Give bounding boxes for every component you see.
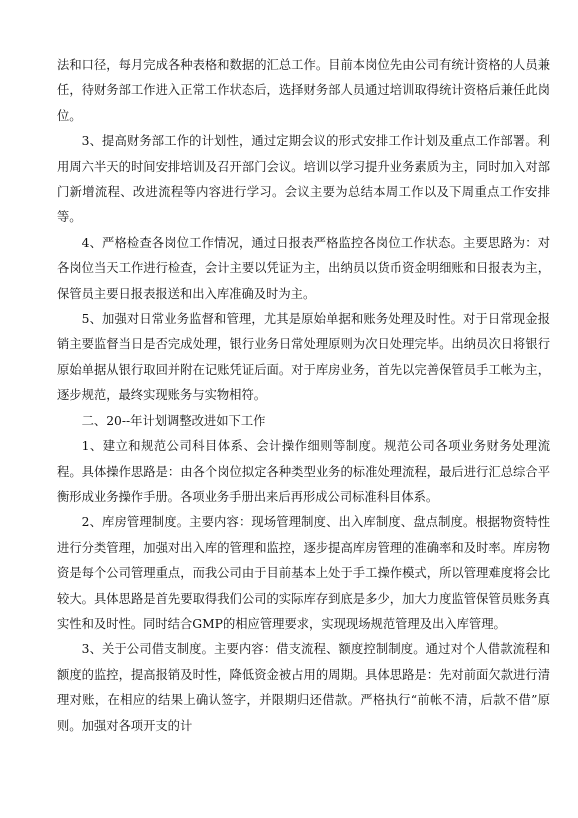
paragraph-work-planning: 3、提高财务部工作的计划性，通过定期会议的形式安排工作计划及重点工作部署。利用周六半天的时间安排培训及召开部门会议。培训以学习提升业务素质为主，同时加入对部门新增流程、改进流程等内容进行学习。会议主要为总结本周工作以及下周重点工作安排等。 [57,134,550,225]
paragraph-borrowing-policy: 3、关于公司借支制度。主要内容：借支流程、额度控制制度。通过对个人借款流程和额度的监控，提高报销及时性，降低资金被占用的周期。具体思路是：先对前面欠款进行清理对账，在相应的结果上确认签字，并限期归还借款。严格执行“前帐不清，后款不借”原则。加强对各项开支的计 [57,642,550,733]
paragraph-account-system: 1、建立和规范公司科目体系、会计操作细则等制度。规范公司各项业务财务处理流程。具体操作思路是：由各个岗位拟定各种类型业务的标准处理流程，最后进行汇总综合平衡形成业务操作手册。各项业务手册出来后再形成公司标准科目体系。 [57,439,550,504]
paragraph-position-inspection: 4、严格检查各岗位工作情况，通过日报表严格监控各岗位工作状态。主要思路为：对各岗位当天工作进行检查，会计主要以凭证为主，出纳员以货币资金明细账和日报表为主，保管员主要日报表报送和出入库准确及时为主。 [57,235,550,301]
paragraph-warehouse-management: 2、库房管理制度。主要内容：现场管理制度、出入库制度、盘点制度。根据物资特性进行分类管理，加强对出入库的管理和监控，逐步提高库房管理的准确率和及时率。库房物资是每个公司管理重点，而我公司由于目前基本上处于手工操作模式，所以管理难度将会比较大。具体思路是首先要取得我们公司的实际库存到底是多少，加大力度监管保管员账务真实性和及时性。同时结合GMP的相应管理要求，实现现场规范管理及出入库管理。 [57,515,550,631]
paragraph-statistics-role: 法和口径，每月完成各种表格和数据的汇总工作。目前本岗位先由公司有统计资格的人员兼任，待财务部工作进入正常工作状态后，选择财务部人员通过培训取得统计资格后兼任此岗位。 [57,58,550,123]
paragraph-daily-supervision: 5、加强对日常业务监督和管理，尤其是原始单据和账务处理及时性。对于日常现金报销主要监督当日是否完成处理，银行业务日常处理原则为次日处理完毕。出纳员次日将银行原始单据从银行取回并附在记账凭证后面。对于库房业务，首先以完善保管员手工帐为主，逐步规范，最终实现账务与实物相符。 [57,312,550,403]
section-heading-plan-adjustments: 二、20--年计划调整改进如下工作 [81,413,266,428]
document-page [57,53,550,739]
